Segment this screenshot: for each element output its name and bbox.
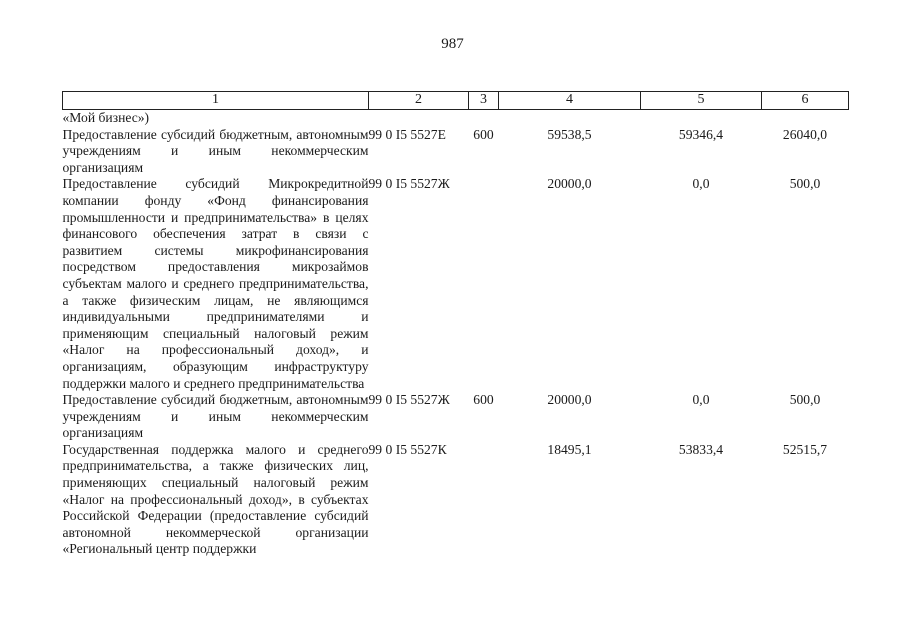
row-value-1: 20000,0 xyxy=(547,176,592,192)
table-row xyxy=(63,176,849,392)
row-code: 99 0 I5 5527Ж xyxy=(368,392,450,408)
row-value-2: 0,0 xyxy=(692,176,710,192)
row-code: 99 0 I5 5527Ж xyxy=(368,176,450,192)
row-value-2: 53833,4 xyxy=(678,441,724,457)
row-value-3: 26040,0 xyxy=(782,126,828,142)
row-value-1: 18495,1 xyxy=(547,441,592,457)
row-name: Государственная поддержка малого и среднего предпринимательства, а также физических лиц, применяющих специальный налоговый режим «Налог на профессиональный доход», в субъектах Российской Федерации (предоставление субсидий автономной некоммерческой организации «Региональный центр поддержки xyxy=(62,441,369,557)
table-row xyxy=(63,127,849,177)
table-header-row xyxy=(63,92,849,110)
row-name: Предоставление субсидий бюджетным, автономным учреждениям и иным некоммерческим организациям xyxy=(62,392,369,441)
row-value-3: 52515,7 xyxy=(782,441,828,457)
row-value-3: 500,0 xyxy=(789,392,821,408)
table-row xyxy=(63,392,849,442)
page-number: 987 xyxy=(441,36,464,52)
row-value-1: 59538,5 xyxy=(547,126,592,142)
row-code: 99 0 I5 5527К xyxy=(368,441,447,457)
row-vr xyxy=(469,176,499,392)
header-col-6: 6 xyxy=(762,92,849,110)
row-vr: 600 xyxy=(473,392,494,408)
header-col-4: 4 xyxy=(499,92,641,110)
row-vr xyxy=(469,442,499,558)
row-name: Предоставление субсидий бюджетным, автономным учреждениям и иным некоммерческим организациям xyxy=(62,126,369,175)
row-name: Предоставление субсидий Микрокредитной компании фонду «Фонд финансирования промышленности и предпринимательства» в целях финансового обеспечения затрат в связи с развитием системы микрофинансирования посредством предоставления микрозаймов субъектам малого и среднего предпринимательства, а также физическим лицам, не являющимся индивидуальными предпринимателями и применяющим специальный налоговый режим «Налог на профессиональный доход», и организациям, образующим инфраструктуру поддержки малого и среднего предпринимательства xyxy=(62,176,369,391)
row-value-2: 0,0 xyxy=(692,392,710,408)
header-col-2: 2 xyxy=(369,92,469,110)
row-code: 99 0 I5 5527Е xyxy=(368,126,446,142)
row-value-1: 20000,0 xyxy=(547,392,592,408)
header-col-1: 1 xyxy=(63,92,369,110)
budget-table xyxy=(62,91,849,558)
header-col-3: 3 xyxy=(469,92,499,110)
row-vr: 600 xyxy=(473,126,494,142)
row-value-3: 500,0 xyxy=(789,176,821,192)
table-row-continuation xyxy=(63,110,849,127)
header-col-5: 5 xyxy=(641,92,762,110)
continuation-text: «Мой бизнес») xyxy=(62,110,150,125)
row-value-2: 59346,4 xyxy=(678,126,724,142)
table-row xyxy=(63,442,849,558)
